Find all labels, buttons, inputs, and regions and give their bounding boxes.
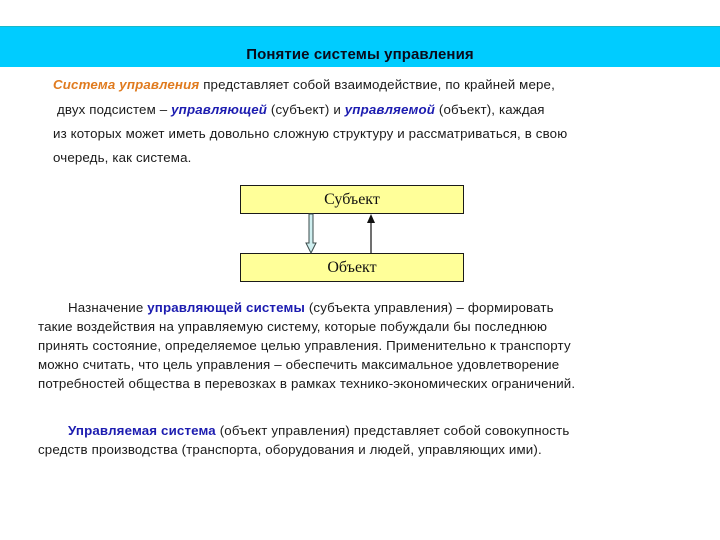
intro-line-4: очередь, как система. xyxy=(53,150,192,165)
page-title: Понятие системы управления xyxy=(246,46,474,63)
down-arrow-icon xyxy=(306,214,316,253)
purpose-line-1: Назначение управляющей системы (субъекта управления) – формировать xyxy=(68,300,554,315)
term-control-system: Система управления xyxy=(53,77,200,92)
object-box: Объект xyxy=(240,253,464,282)
up-arrow-icon xyxy=(367,214,375,253)
managed-line-1: Управляемая система (объект управления) представляет собой совокупность xyxy=(68,423,570,438)
term-controlling-system: управляющей системы xyxy=(147,300,305,315)
subject-box: Субъект xyxy=(240,185,464,214)
purpose-line-5: потребностей общества в перевозках в рамках технико-экономических ограничений. xyxy=(38,376,576,391)
purpose-line-3: принять состояние, определяемое целью управления. Применительно к транспорту xyxy=(38,338,571,353)
managed-line-2: средств производства (транспорта, оборудования и людей, управляющих ими). xyxy=(38,442,542,457)
term-controlling: управляющей xyxy=(171,102,268,117)
intro-line-2: двух подсистем – управляющей (субъект) и управляемой (объект), каждая xyxy=(57,102,545,117)
intro-line-3: из которых может иметь довольно сложную структуру и рассматриваться, в свою xyxy=(53,126,568,141)
term-managed-system: Управляемая система xyxy=(68,423,216,438)
intro-line-1: Система управления представляет собой взаимодействие, по крайней мере, xyxy=(53,77,555,92)
purpose-line-2: такие воздействия на управляемую систему, которые побуждали бы последнюю xyxy=(38,319,548,334)
purpose-line-4: можно считать, что цель управления – обеспечить максимальное удовлетворение xyxy=(38,357,560,372)
term-controlled: управляемой xyxy=(344,102,436,117)
